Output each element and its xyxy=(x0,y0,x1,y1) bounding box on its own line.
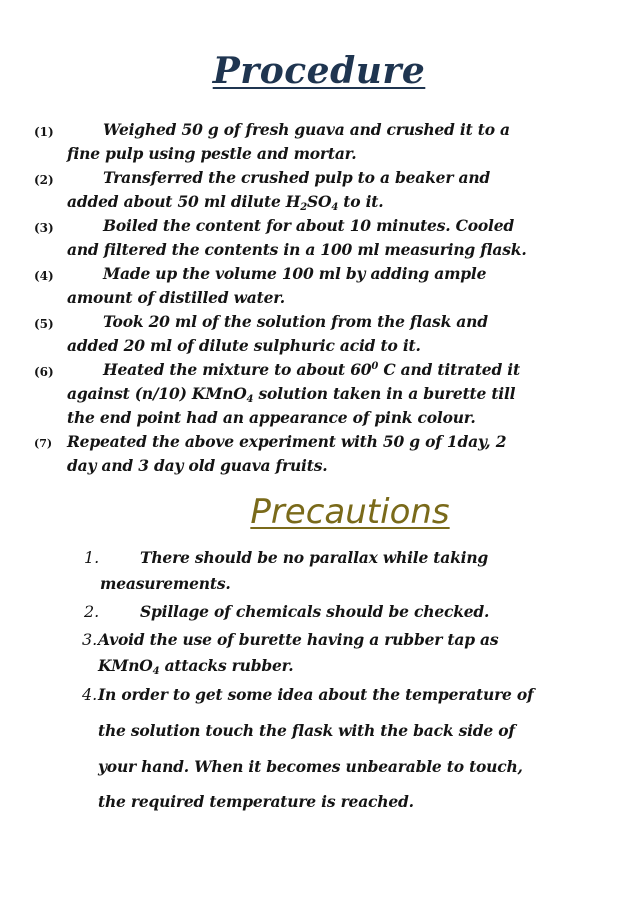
step-number: (6) xyxy=(34,365,54,379)
step-text: day and 3 day old guava fruits. xyxy=(67,456,328,475)
step-text: added 20 ml of dilute sulphuric acid to it. xyxy=(67,336,421,355)
precaution-text: the solution touch the flask with the back side of xyxy=(98,721,515,740)
precaution-number: 2. xyxy=(84,602,100,621)
precaution-text: measurements. xyxy=(100,574,231,593)
step-number: (7) xyxy=(34,437,53,450)
step-number: (4) xyxy=(34,269,54,283)
step-text: Repeated the above experiment with 50 g of 1day, 2 xyxy=(67,432,507,451)
step-text: amount of distilled water. xyxy=(67,288,285,307)
step-number: (3) xyxy=(34,221,54,235)
step-text: against (n/10) KMnO$_4$ solution taken in a burette till xyxy=(67,384,516,405)
precaution-number: 3. xyxy=(82,630,98,649)
step-text: Transferred the crushed pulp to a beaker and xyxy=(103,168,491,187)
step-text: Heated the mixture to about $60^0$ C and titrated it xyxy=(103,360,520,379)
step-text: Made up the volume 100 ml by adding ample xyxy=(103,264,487,283)
step-text: and filtered the contents in a 100 ml measuring flask. xyxy=(67,240,527,259)
step-number: (1) xyxy=(34,125,54,139)
precaution-number: 1. xyxy=(84,548,100,567)
precaution-text: There should be no parallax while taking xyxy=(140,548,489,567)
precautions-heading: Precautions xyxy=(250,492,450,532)
precaution-number: 4. xyxy=(82,685,98,704)
step-text: Took 20 ml of the solution from the flask and xyxy=(103,312,488,331)
precaution-text: Avoid the use of burette having a rubber tap as xyxy=(98,630,499,649)
procedure-heading: Procedure xyxy=(212,50,426,92)
precaution-text: Spillage of chemicals should be checked. xyxy=(140,602,490,621)
step-text: added about 50 ml dilute $H_2SO_4$ to it. xyxy=(67,192,384,213)
step-text: fine pulp using pestle and mortar. xyxy=(67,144,357,163)
precaution-text: the required temperature is reached. xyxy=(98,792,414,811)
precaution-text: In order to get some idea about the temperature of xyxy=(98,685,534,704)
precaution-text: your hand. When it becomes unbearable to touch, xyxy=(98,757,523,776)
step-text: the end point had an appearance of pink colour. xyxy=(67,408,476,427)
step-number: (5) xyxy=(34,317,54,331)
step-number: (2) xyxy=(34,173,54,187)
precaution-text: KMnO$_4$ attacks rubber. xyxy=(98,656,294,677)
step-text: Boiled the content for about 10 minutes. Cooled xyxy=(103,216,515,235)
step-text: Weighed 50 g of fresh guava and crushed it to a xyxy=(103,120,510,139)
